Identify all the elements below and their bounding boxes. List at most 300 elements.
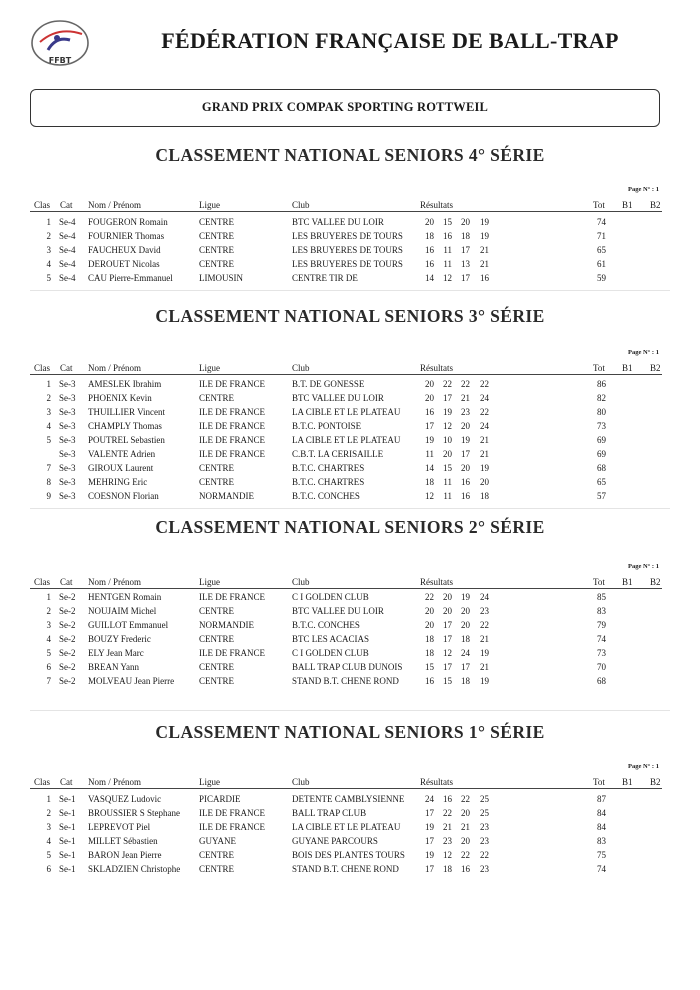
- round-score: 18: [461, 231, 470, 241]
- shooter-name: MILLET Sébastien: [88, 836, 158, 846]
- round-score: 21: [461, 393, 470, 403]
- col-b2: B2: [650, 777, 661, 787]
- total-score: 79: [597, 620, 606, 630]
- club: LES BRUYERES DE TOURS: [292, 231, 403, 241]
- round-score: 21: [480, 259, 489, 269]
- round-score: 17: [425, 836, 434, 846]
- col-b1: B1: [622, 363, 633, 373]
- shooter-name: SKLADZIEN Christophe: [88, 864, 181, 874]
- page-number: Page N° : 1: [628, 186, 659, 193]
- rank: 3: [46, 822, 51, 832]
- shooter-name: LEPREVOT Piel: [88, 822, 151, 832]
- col-nom: Nom / Prénom: [88, 200, 141, 210]
- col-nom: Nom / Prénom: [88, 577, 141, 587]
- round-score: 15: [443, 463, 452, 473]
- round-score: 18: [443, 864, 452, 874]
- round-score: 21: [480, 449, 489, 459]
- round-score: 20: [425, 393, 434, 403]
- club: BTC LES ACACIAS: [292, 634, 370, 644]
- round-score: 22: [443, 379, 452, 389]
- club: LA CIBLE ET LE PLATEAU: [292, 407, 401, 417]
- round-score: 22: [461, 794, 470, 804]
- rank: 5: [46, 435, 51, 445]
- col-cat: Cat: [60, 200, 73, 210]
- round-score: 19: [480, 463, 489, 473]
- round-score: 14: [425, 463, 434, 473]
- category: Se-3: [59, 379, 76, 389]
- category: Se-1: [59, 822, 76, 832]
- col-resultats: Résultats: [420, 200, 453, 210]
- rank: 8: [46, 477, 51, 487]
- round-score: 19: [480, 676, 489, 686]
- rank: 1: [46, 794, 51, 804]
- rank: 1: [46, 217, 51, 227]
- round-score: 20: [443, 606, 452, 616]
- round-score: 20: [461, 620, 470, 630]
- round-score: 24: [480, 421, 489, 431]
- league: CENTRE: [199, 676, 234, 686]
- col-b2: B2: [650, 577, 661, 587]
- club: DETENTE CAMBLYSIENNE: [292, 794, 405, 804]
- round-score: 23: [480, 606, 489, 616]
- shooter-name: NOUJAIM Michel: [88, 606, 157, 616]
- league: ILE DE FRANCE: [199, 648, 265, 658]
- round-score: 16: [443, 794, 452, 804]
- round-score: 20: [461, 421, 470, 431]
- round-score: 22: [461, 379, 470, 389]
- league: ILE DE FRANCE: [199, 379, 265, 389]
- round-score: 24: [461, 648, 470, 658]
- league: ILE DE FRANCE: [199, 421, 265, 431]
- round-score: 18: [480, 491, 489, 501]
- rank: 2: [46, 231, 51, 241]
- round-score: 19: [480, 648, 489, 658]
- round-score: 16: [480, 273, 489, 283]
- round-score: 25: [480, 808, 489, 818]
- section-divider: [30, 508, 670, 509]
- col-resultats: Résultats: [420, 777, 453, 787]
- round-score: 19: [461, 435, 470, 445]
- col-nom: Nom / Prénom: [88, 777, 141, 787]
- round-score: 21: [480, 634, 489, 644]
- round-score: 17: [443, 662, 452, 672]
- league: GUYANE: [199, 836, 236, 846]
- section-title: CLASSEMENT NATIONAL SENIORS 4° SÉRIE: [155, 145, 545, 165]
- category: Se-3: [59, 449, 76, 459]
- shooter-name: PHOENIX Kevin: [88, 393, 152, 403]
- col-ligue: Ligue: [199, 363, 220, 373]
- rank: 9: [46, 491, 51, 501]
- section-title: CLASSEMENT NATIONAL SENIORS 2° SÉRIE: [155, 517, 545, 537]
- club: B.T.C. PONTOISE: [292, 421, 362, 431]
- club: BALL TRAP CLUB DUNOIS: [292, 662, 403, 672]
- rank: 2: [46, 393, 51, 403]
- shooter-name: BROUSSIER S Stephane: [88, 808, 181, 818]
- shooter-name: FOUGERON Romain: [88, 217, 168, 227]
- round-score: 17: [443, 634, 452, 644]
- shooter-name: BARON Jean Pierre: [88, 850, 162, 860]
- round-score: 17: [425, 864, 434, 874]
- league: CENTRE: [199, 231, 234, 241]
- round-score: 18: [461, 634, 470, 644]
- round-score: 17: [461, 273, 470, 283]
- round-score: 19: [480, 217, 489, 227]
- round-score: 20: [461, 463, 470, 473]
- round-score: 21: [480, 435, 489, 445]
- league: ILE DE FRANCE: [199, 435, 265, 445]
- logo-text: FFBT: [48, 56, 72, 65]
- shooter-name: BOUZY Frederic: [88, 634, 151, 644]
- club: BTC VALLEE DU LOIR: [292, 217, 384, 227]
- section-divider: [30, 290, 670, 291]
- round-score: 21: [480, 662, 489, 672]
- category: Se-1: [59, 836, 76, 846]
- round-score: 12: [425, 491, 434, 501]
- round-score: 15: [443, 676, 452, 686]
- shooter-name: HENTGEN Romain: [88, 592, 162, 602]
- club: B.T.C. CONCHES: [292, 491, 360, 501]
- rank: 5: [46, 850, 51, 860]
- shooter-name: CHAMPLY Thomas: [88, 421, 162, 431]
- round-score: 17: [425, 808, 434, 818]
- total-score: 83: [597, 606, 606, 616]
- league: CENTRE: [199, 217, 234, 227]
- col-b1: B1: [622, 777, 633, 787]
- shooter-name: MEHRING Eric: [88, 477, 148, 487]
- category: Se-2: [59, 592, 76, 602]
- category: Se-3: [59, 393, 76, 403]
- league: CENTRE: [199, 393, 234, 403]
- col-b1: B1: [622, 577, 633, 587]
- league: CENTRE: [199, 850, 234, 860]
- round-score: 17: [425, 421, 434, 431]
- shooter-name: FOURNIER Thomas: [88, 231, 165, 241]
- total-score: 75: [597, 850, 606, 860]
- total-score: 68: [597, 463, 606, 473]
- category: Se-4: [59, 259, 76, 269]
- col-ligue: Ligue: [199, 577, 220, 587]
- shooter-name: DEROUET Nicolas: [88, 259, 160, 269]
- round-score: 23: [480, 836, 489, 846]
- shooter-name: BREAN Yann: [88, 662, 140, 672]
- league: ILE DE FRANCE: [199, 449, 265, 459]
- round-score: 24: [480, 393, 489, 403]
- round-score: 17: [443, 393, 452, 403]
- round-score: 12: [443, 421, 452, 431]
- round-score: 12: [443, 273, 452, 283]
- category: Se-4: [59, 273, 76, 283]
- total-score: 74: [597, 864, 606, 874]
- header-rule: [30, 211, 662, 212]
- league: CENTRE: [199, 606, 234, 616]
- total-score: 59: [597, 273, 606, 283]
- club: LES BRUYERES DE TOURS: [292, 259, 403, 269]
- round-score: 20: [480, 477, 489, 487]
- col-cat: Cat: [60, 777, 73, 787]
- round-score: 20: [461, 836, 470, 846]
- club: GUYANE PARCOURS: [292, 836, 378, 846]
- total-score: 84: [597, 808, 606, 818]
- club: CENTRE TIR DE: [292, 273, 358, 283]
- federation-title: FÉDÉRATION FRANÇAISE DE BALL-TRAP: [161, 28, 619, 53]
- category: Se-3: [59, 435, 76, 445]
- league: CENTRE: [199, 245, 234, 255]
- round-score: 17: [443, 620, 452, 630]
- category: Se-3: [59, 421, 76, 431]
- round-score: 11: [443, 245, 452, 255]
- col-resultats: Résultats: [420, 363, 453, 373]
- round-score: 18: [461, 676, 470, 686]
- category: Se-4: [59, 217, 76, 227]
- col-club: Club: [292, 200, 310, 210]
- club: BTC VALLEE DU LOIR: [292, 393, 384, 403]
- round-score: 15: [443, 217, 452, 227]
- round-score: 16: [425, 407, 434, 417]
- league: CENTRE: [199, 463, 234, 473]
- total-score: 57: [597, 491, 606, 501]
- category: Se-2: [59, 620, 76, 630]
- page-number: Page N° : 1: [628, 563, 659, 570]
- shooter-name: POUTREL Sebastien: [88, 435, 165, 445]
- section-divider: [30, 710, 670, 711]
- round-score: 13: [461, 259, 470, 269]
- shooter-name: ELY Jean Marc: [88, 648, 144, 658]
- round-score: 19: [480, 231, 489, 241]
- round-score: 16: [443, 231, 452, 241]
- rank: 2: [46, 808, 51, 818]
- col-tot: Tot: [593, 200, 605, 210]
- round-score: 19: [425, 435, 434, 445]
- round-score: 16: [425, 259, 434, 269]
- round-score: 18: [425, 231, 434, 241]
- category: Se-2: [59, 676, 76, 686]
- total-score: 84: [597, 822, 606, 832]
- round-score: 16: [461, 491, 470, 501]
- round-score: 20: [425, 217, 434, 227]
- club: LA CIBLE ET LE PLATEAU: [292, 435, 401, 445]
- rank: 4: [46, 836, 51, 846]
- club: STAND B.T. CHENE ROND: [292, 864, 399, 874]
- ffbt-logo: [30, 18, 94, 68]
- col-tot: Tot: [593, 577, 605, 587]
- league: CENTRE: [199, 864, 234, 874]
- round-score: 22: [480, 379, 489, 389]
- col-resultats: Résultats: [420, 577, 453, 587]
- round-score: 20: [425, 606, 434, 616]
- round-score: 21: [461, 822, 470, 832]
- league: ILE DE FRANCE: [199, 808, 265, 818]
- round-score: 18: [425, 634, 434, 644]
- round-score: 20: [461, 217, 470, 227]
- category: Se-2: [59, 606, 76, 616]
- round-score: 22: [461, 850, 470, 860]
- round-score: 19: [425, 850, 434, 860]
- round-score: 20: [461, 808, 470, 818]
- league: LIMOUSIN: [199, 273, 243, 283]
- rank: 1: [46, 379, 51, 389]
- shooter-name: THUILLIER Vincent: [88, 407, 166, 417]
- category: Se-1: [59, 794, 76, 804]
- round-score: 22: [480, 850, 489, 860]
- league: PICARDIE: [199, 794, 241, 804]
- round-score: 23: [443, 836, 452, 846]
- rank: 6: [46, 864, 51, 874]
- total-score: 85: [597, 592, 606, 602]
- rank: 4: [46, 421, 51, 431]
- col-b2: B2: [650, 200, 661, 210]
- round-score: 11: [443, 477, 452, 487]
- round-score: 21: [443, 822, 452, 832]
- rank: 3: [46, 245, 51, 255]
- round-score: 22: [425, 592, 434, 602]
- header-rule: [30, 788, 662, 789]
- col-clas: Clas: [34, 363, 51, 373]
- rank: 1: [46, 592, 51, 602]
- rank: 3: [46, 620, 51, 630]
- club: BALL TRAP CLUB: [292, 808, 367, 818]
- shooter-name: VALENTE Adrien: [88, 449, 156, 459]
- round-score: 19: [461, 592, 470, 602]
- col-club: Club: [292, 577, 310, 587]
- total-score: 83: [597, 836, 606, 846]
- round-score: 22: [443, 808, 452, 818]
- rank: 6: [46, 662, 51, 672]
- club: B.T.C. CHARTRES: [292, 463, 365, 473]
- round-score: 14: [425, 273, 434, 283]
- category: Se-2: [59, 634, 76, 644]
- league: NORMANDIE: [199, 491, 254, 501]
- round-score: 23: [480, 864, 489, 874]
- total-score: 74: [597, 217, 606, 227]
- round-score: 25: [480, 794, 489, 804]
- club: C I GOLDEN CLUB: [292, 592, 369, 602]
- total-score: 65: [597, 477, 606, 487]
- league: CENTRE: [199, 259, 234, 269]
- total-score: 71: [597, 231, 606, 241]
- rank: 4: [46, 259, 51, 269]
- league: CENTRE: [199, 634, 234, 644]
- event-banner: [30, 89, 660, 127]
- round-score: 16: [461, 864, 470, 874]
- round-score: 22: [480, 407, 489, 417]
- category: Se-3: [59, 463, 76, 473]
- league: CENTRE: [199, 477, 234, 487]
- rank: 5: [46, 648, 51, 658]
- col-cat: Cat: [60, 363, 73, 373]
- round-score: 24: [425, 794, 434, 804]
- round-score: 21: [480, 245, 489, 255]
- shooter-name: VASQUEZ Ludovic: [88, 794, 162, 804]
- club: C I GOLDEN CLUB: [292, 648, 369, 658]
- league: CENTRE: [199, 662, 234, 672]
- round-score: 22: [480, 620, 489, 630]
- round-score: 11: [443, 259, 452, 269]
- rank: 7: [46, 463, 51, 473]
- total-score: 73: [597, 421, 606, 431]
- round-score: 23: [480, 822, 489, 832]
- round-score: 20: [443, 449, 452, 459]
- round-score: 18: [425, 477, 434, 487]
- shooter-name: FAUCHEUX David: [88, 245, 161, 255]
- total-score: 69: [597, 435, 606, 445]
- category: Se-1: [59, 808, 76, 818]
- col-clas: Clas: [34, 777, 51, 787]
- col-club: Club: [292, 363, 310, 373]
- category: Se-4: [59, 231, 76, 241]
- total-score: 74: [597, 634, 606, 644]
- col-nom: Nom / Prénom: [88, 363, 141, 373]
- shooter-name: COESNON Florian: [88, 491, 159, 501]
- club: STAND B.T. CHENE ROND: [292, 676, 399, 686]
- total-score: 69: [597, 449, 606, 459]
- round-score: 16: [425, 676, 434, 686]
- round-score: 23: [461, 407, 470, 417]
- header-rule: [30, 374, 662, 375]
- round-score: 17: [461, 449, 470, 459]
- round-score: 11: [443, 491, 452, 501]
- total-score: 87: [597, 794, 606, 804]
- total-score: 80: [597, 407, 606, 417]
- col-tot: Tot: [593, 363, 605, 373]
- col-b1: B1: [622, 200, 633, 210]
- page-number: Page N° : 1: [628, 763, 659, 770]
- league: ILE DE FRANCE: [199, 822, 265, 832]
- rank: 7: [46, 676, 51, 686]
- category: Se-3: [59, 491, 76, 501]
- rank: 2: [46, 606, 51, 616]
- league: ILE DE FRANCE: [199, 407, 265, 417]
- category: Se-3: [59, 477, 76, 487]
- col-cat: Cat: [60, 577, 73, 587]
- total-score: 65: [597, 245, 606, 255]
- round-score: 24: [480, 592, 489, 602]
- round-score: 20: [425, 379, 434, 389]
- league: ILE DE FRANCE: [199, 592, 265, 602]
- round-score: 15: [425, 662, 434, 672]
- total-score: 70: [597, 662, 606, 672]
- shooter-name: CAU Pierre-Emmanuel: [88, 273, 173, 283]
- club: B.T.C. CHARTRES: [292, 477, 365, 487]
- shooter-name: MOLVEAU Jean Pierre: [88, 676, 175, 686]
- round-score: 19: [443, 407, 452, 417]
- col-b2: B2: [650, 363, 661, 373]
- club: B.T. DE GONESSE: [292, 379, 365, 389]
- col-clas: Clas: [34, 577, 51, 587]
- round-score: 17: [461, 662, 470, 672]
- club: BOIS DES PLANTES TOURS: [292, 850, 405, 860]
- round-score: 16: [425, 245, 434, 255]
- round-score: 20: [425, 620, 434, 630]
- club: LA CIBLE ET LE PLATEAU: [292, 822, 401, 832]
- col-club: Club: [292, 777, 310, 787]
- section-title: CLASSEMENT NATIONAL SENIORS 1° SÉRIE: [155, 722, 545, 742]
- shooter-name: GUILLOT Emmanuel: [88, 620, 169, 630]
- col-ligue: Ligue: [199, 777, 220, 787]
- round-score: 20: [461, 606, 470, 616]
- club: BTC VALLEE DU LOIR: [292, 606, 384, 616]
- round-score: 17: [461, 245, 470, 255]
- round-score: 12: [443, 648, 452, 658]
- club: C.B.T. LA CERISAILLE: [292, 449, 384, 459]
- shooter-name: AMESLEK Ibrahim: [88, 379, 162, 389]
- round-score: 18: [425, 648, 434, 658]
- club: LES BRUYERES DE TOURS: [292, 245, 403, 255]
- rank: 3: [46, 407, 51, 417]
- category: Se-4: [59, 245, 76, 255]
- league: NORMANDIE: [199, 620, 254, 630]
- col-clas: Clas: [34, 200, 51, 210]
- col-ligue: Ligue: [199, 200, 220, 210]
